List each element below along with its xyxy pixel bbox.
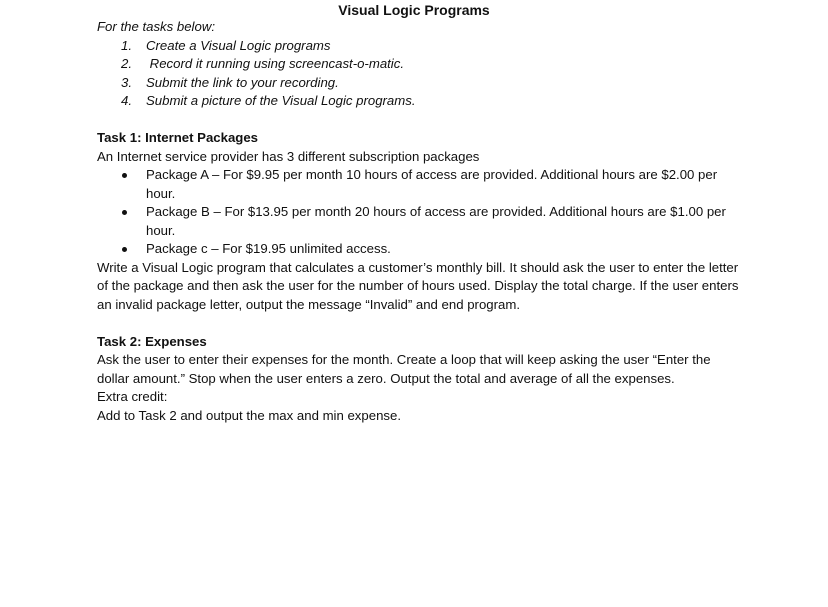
packages-list (97, 166, 742, 259)
task1-heading: Task 1: Internet Packages (97, 130, 259, 145)
steps-list (97, 37, 742, 111)
list-number: 1. (121, 37, 132, 53)
list-item-text: Create a Visual Logic programs (146, 37, 331, 53)
list-item-text: Submit the link to your recording. (146, 74, 339, 90)
page-title: Visual Logic Programs (338, 2, 490, 18)
package-text: Package B – For $13.95 per month 20 hours of access are provided. Additional hours are $1.00 per hour. (146, 204, 726, 238)
list-item-text: Submit a picture of the Visual Logic programs. (146, 93, 416, 108)
package-text: Package c – For $19.95 unlimited access. (146, 241, 391, 256)
bullet-icon (122, 173, 127, 178)
list-item (97, 166, 742, 203)
task1-lead: An Internet service provider has 3 different subscription packages (97, 148, 480, 164)
bullet-icon (122, 247, 127, 252)
task2-description: Ask the user to enter their expenses for the month. Create a loop that will keep asking the user “Enter the dollar amount.” Stop when the user enters a zero. Output the total and average of all the expenses. (97, 352, 711, 386)
extra-credit-text: Add to Task 2 and output the max and min expense. (97, 407, 401, 423)
list-item (97, 55, 742, 74)
list-item (97, 37, 742, 56)
list-number: 2. (121, 56, 132, 71)
intro-text: For the tasks below: (97, 19, 216, 34)
list-item (97, 92, 742, 111)
list-item (97, 203, 742, 240)
list-item-text: Record it running using screencast-o-matic. (146, 56, 404, 71)
document-body (97, 18, 742, 425)
package-text: Package A – For $9.95 per month 10 hours of access are provided. Additional hours are $2.00 per hour. (146, 167, 718, 201)
list-number: 4. (121, 93, 132, 108)
spacer (97, 314, 742, 333)
extra-credit-label: Extra credit: (97, 389, 168, 404)
bullet-icon (122, 210, 127, 215)
task2-heading: Task 2: Expenses (97, 333, 207, 349)
list-number: 3. (121, 74, 132, 90)
list-item (97, 74, 742, 93)
list-item (97, 240, 742, 259)
task1-description: Write a Visual Logic program that calculates a customer’s monthly bill. It should ask the user to enter the letter of the package and then ask the user for the number of hours used. Display the total charge. If the user enters an invalid package letter, output the message “Invalid” and end program. (97, 259, 739, 312)
spacer (97, 111, 742, 130)
